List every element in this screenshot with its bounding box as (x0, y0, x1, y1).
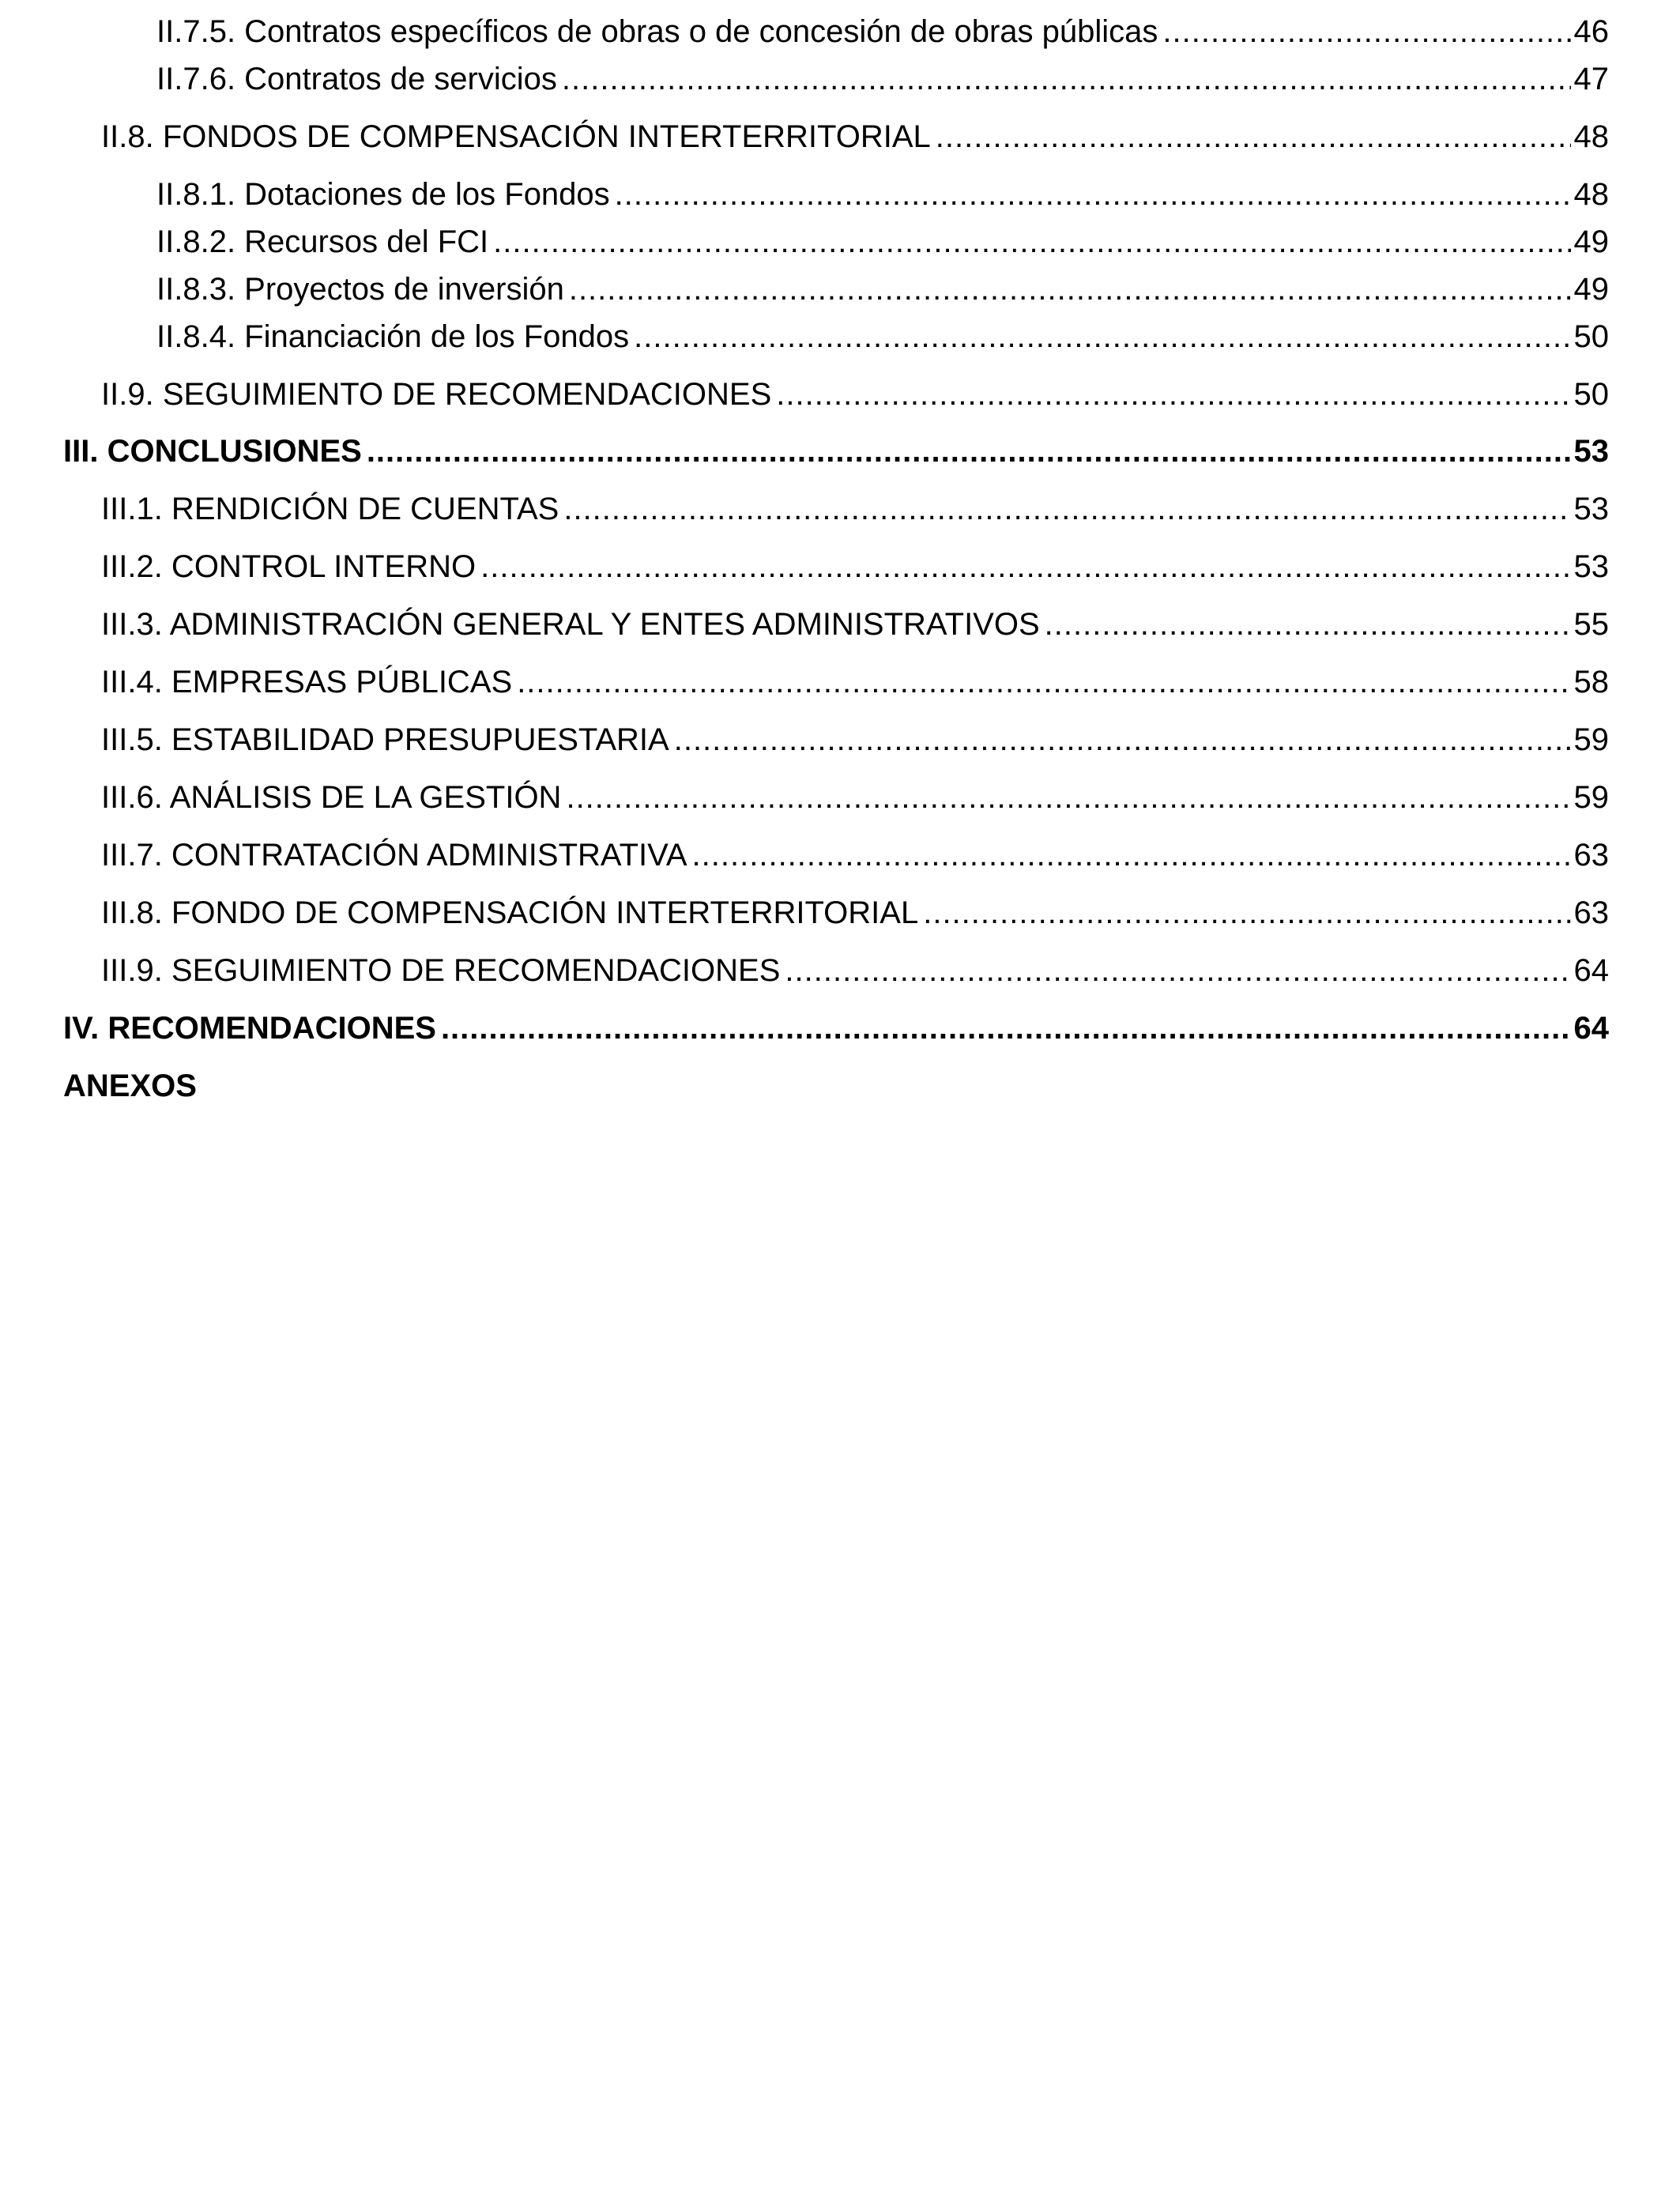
toc-entry (0, 169, 1680, 213)
toc-entry (0, 369, 1680, 413)
toc-dot-leader (776, 375, 1570, 413)
toc-entry-chapter (0, 1003, 1680, 1047)
toc-entry (0, 111, 1680, 156)
toc-entry-page: 53 (1573, 434, 1609, 469)
toc-entry-title: II.8.4. Financiación de los Fondos (156, 319, 630, 354)
toc-entry-page: 53 (1573, 492, 1609, 526)
toc-entry-page: 55 (1573, 607, 1609, 642)
toc-entry-title: II.8.3. Proyectos de inversión (156, 272, 564, 307)
toc-entry-title: II.8.1. Dotaciones de los Fondos (156, 177, 610, 212)
toc-entry-title: ANEXOS (63, 1069, 197, 1103)
toc-entry-title: IV. RECOMENDACIONES (63, 1011, 436, 1046)
toc-dot-leader (936, 118, 1571, 156)
toc-entry-page: 49 (1573, 224, 1609, 259)
toc-entry (0, 264, 1680, 308)
toc-entry (0, 311, 1680, 356)
toc-entry-page: 64 (1573, 953, 1609, 988)
toc-entry-page: 59 (1573, 780, 1609, 815)
toc-entry (0, 657, 1680, 701)
toc-entry-page: 50 (1573, 377, 1609, 412)
toc-entry-title: III.3. ADMINISTRACIÓN GENERAL Y ENTES ADMINISTRATIVOS (101, 607, 1040, 642)
toc-entry-page: 58 (1573, 665, 1609, 699)
toc-entry-title: III.4. EMPRESAS PÚBLICAS (101, 665, 513, 699)
toc-entry (0, 6, 1680, 51)
toc-entry-page: 64 (1573, 1011, 1609, 1046)
toc-dot-leader (563, 490, 1570, 528)
toc-entry-page: 49 (1573, 272, 1609, 307)
toc-entry-title: III.5. ESTABILIDAD PRESUPUESTARIA (101, 722, 669, 757)
toc-entry (0, 484, 1680, 528)
toc-dot-leader (566, 778, 1570, 816)
toc-dot-leader (1045, 605, 1571, 643)
toc-dot-leader (674, 721, 1571, 759)
toc-entry (0, 714, 1680, 759)
toc-entry (0, 54, 1680, 98)
toc-entry-title: III.6. ANÁLISIS DE LA GESTIÓN (101, 780, 562, 815)
toc-entry-page: 48 (1573, 119, 1609, 154)
toc-entry-title: III.9. SEGUIMIENTO DE RECOMENDACIONES (101, 953, 781, 988)
toc-entry-page: 47 (1573, 62, 1609, 96)
toc-dot-leader (785, 952, 1570, 990)
toc-entry-page: 50 (1573, 319, 1609, 354)
toc-dot-leader (493, 223, 1570, 261)
toc-dot-leader (562, 60, 1571, 98)
toc-entry-page: 53 (1573, 549, 1609, 584)
toc-dot-leader (367, 432, 1571, 470)
toc-entry-chapter (0, 426, 1680, 470)
toc-entry-title: II.7.6. Contratos de servicios (156, 62, 557, 96)
toc-entry-title: III.2. CONTROL INTERNO (101, 549, 477, 584)
toc-entry (0, 772, 1680, 816)
toc-entry (0, 945, 1680, 990)
toc-dot-leader (569, 270, 1571, 308)
toc-entry-title: III.1. RENDICIÓN DE CUENTAS (101, 492, 559, 526)
toc-entry (0, 217, 1680, 261)
toc-entry-chapter (0, 1061, 1680, 1105)
toc-entry-title: III.7. CONTRATACIÓN ADMINISTRATIVA (101, 838, 687, 873)
toc-entry-page: 48 (1573, 177, 1609, 212)
toc-entry (0, 599, 1680, 643)
toc-dot-leader (692, 836, 1571, 874)
toc-dot-leader (517, 663, 1570, 701)
toc-entry-title: II.8. FONDOS DE COMPENSACIÓN INTERTERRITORIAL (101, 119, 931, 154)
toc-dot-leader (480, 548, 1570, 586)
toc-entry-title: III. CONCLUSIONES (63, 434, 362, 469)
toc-dot-leader (615, 175, 1571, 213)
toc-entry-page: 46 (1573, 14, 1609, 49)
toc-entry (0, 541, 1680, 586)
toc-entry-title: II.7.5. Contratos específicos de obras o de concesión de obras públicas (156, 14, 1158, 49)
toc-entry-title: II.8.2. Recursos del FCI (156, 224, 489, 259)
toc-entry (0, 830, 1680, 874)
toc-dot-leader (923, 894, 1570, 932)
toc-dot-leader (634, 318, 1570, 356)
toc-entry-page: 63 (1573, 838, 1609, 873)
toc-entry-title: II.9. SEGUIMIENTO DE RECOMENDACIONES (101, 377, 772, 412)
toc-entry-page: 63 (1573, 895, 1609, 930)
toc-entry (0, 888, 1680, 932)
toc-entry-page: 59 (1573, 722, 1609, 757)
toc-entry-title: III.8. FONDO DE COMPENSACIÓN INTERTERRITORIAL (101, 895, 919, 930)
toc-dot-leader (441, 1009, 1571, 1047)
toc-dot-leader (1162, 13, 1570, 51)
